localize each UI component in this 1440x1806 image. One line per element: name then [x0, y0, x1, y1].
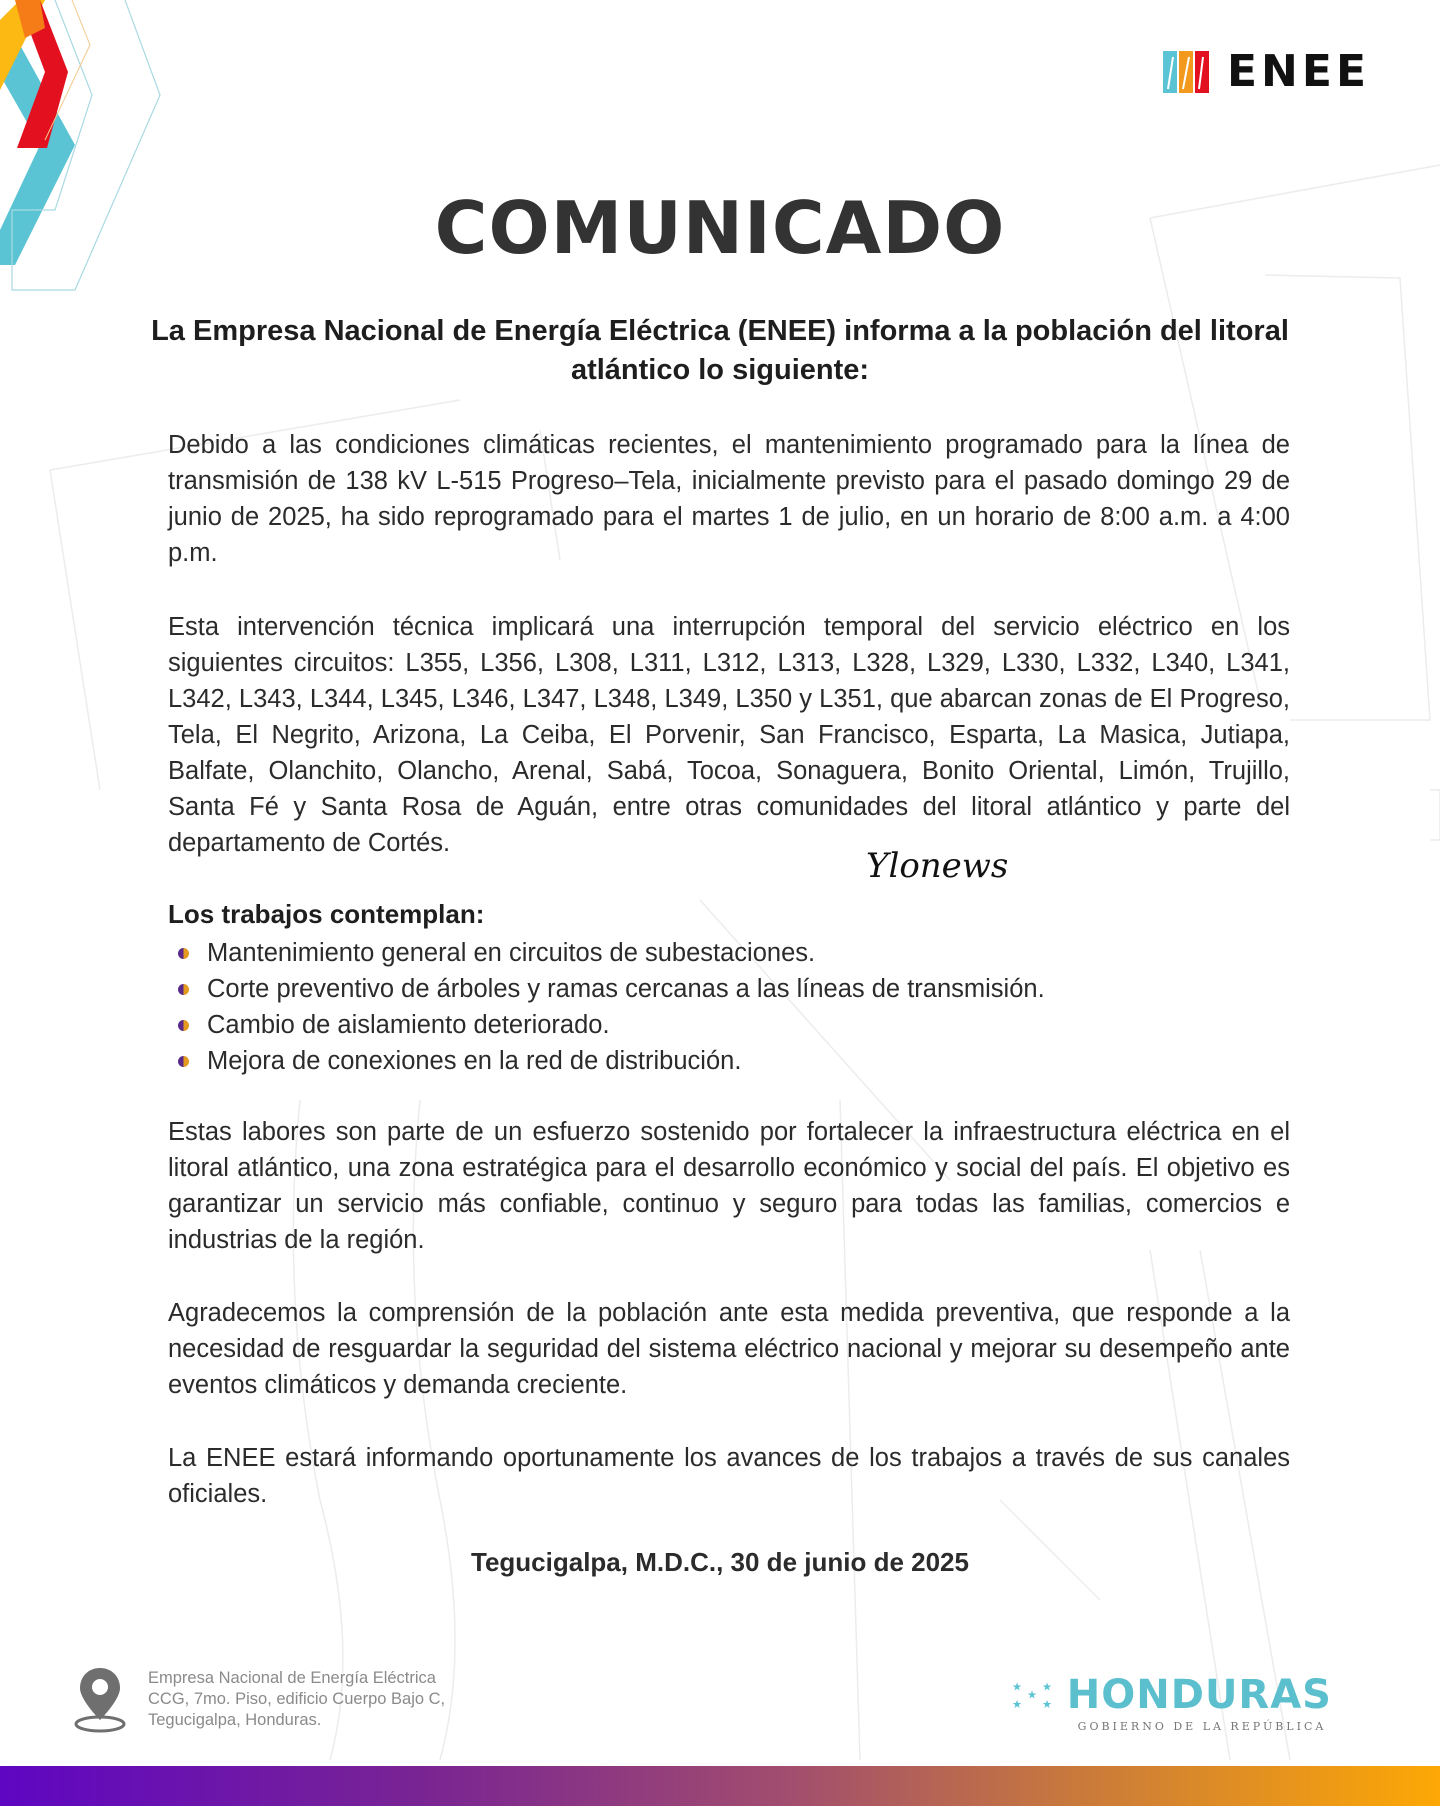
works-list-item [178, 935, 1045, 971]
five-stars-icon [1012, 1678, 1059, 1712]
paragraph-purpose: Estas labores son parte de un esfuerzo sostenido por fortalecer la infraestructura eléctrica en el litoral atlántico, una zona estratégica para el desarrollo económico y social del país. El objetivo es garantizar un servicio más confiable, continuo y seguro para todas las familias, comercios e industrias de la región. [168, 1118, 1290, 1254]
address-line: Empresa Nacional de Energía Eléctrica [148, 1668, 436, 1687]
works-list-item [178, 971, 1045, 1007]
works-list [178, 935, 1045, 1079]
intro-statement: La Empresa Nacional de Energía Eléctrica (ENEE) informa a la población del litoral atlántico lo siguiente: [151, 315, 1289, 386]
works-item-text: Mantenimiento general en circuitos de subestaciones. [207, 939, 816, 967]
page-title: COMUNICADO [434, 186, 1006, 270]
bullet-icon [178, 984, 189, 995]
ylonews-watermark: Ylonews [866, 846, 1009, 886]
svg-text:★: ★ [1012, 1680, 1023, 1694]
paragraph-thanks: Agradecemos la comprensión de la población ante esta medida preventiva, que responde a la necesidad de resguardar la seguridad del sistema eléctrico nacional y mejorar su desempeño ante eventos climáticos y demanda creciente. [168, 1299, 1290, 1399]
enee-logo [1163, 46, 1370, 97]
svg-text:★: ★ [1041, 1680, 1053, 1694]
paragraph-reschedule: Debido a las condiciones climáticas recientes, el mantenimiento programado para la línea de transmisión de 138 kV L-515 Progreso–Tela, inicialmente previsto para el pasado domingo 29 de junio de 2025, ha sido reprogramado para el martes 1 de julio, en un horario de 8:00 a.m. a 4:00 p.m. [168, 431, 1290, 567]
signoff-date-place: Tegucigalpa, M.D.C., 30 de junio de 2025 [471, 1547, 969, 1577]
works-item-text: Cambio de aislamiento deteriorado. [207, 1011, 610, 1039]
works-list-item [178, 1007, 1045, 1043]
government-subtitle: GOBIERNO DE LA REPÚBLICA [1077, 1720, 1327, 1733]
paragraph-updates: La ENEE estará informando oportunamente los avances de los trabajos a través de sus canales oficiales. [168, 1444, 1290, 1508]
bullet-icon [178, 1020, 189, 1031]
enee-logo-text: ENEE [1227, 46, 1370, 97]
location-pin-icon [72, 1664, 128, 1734]
address-line: Tegucigalpa, Honduras. [148, 1710, 322, 1729]
works-heading: Los trabajos contemplan: [168, 899, 485, 929]
svg-text:★: ★ [1012, 1698, 1023, 1712]
brand-gradient-bar [0, 1766, 1440, 1806]
bullet-icon [178, 1056, 189, 1067]
works-item-text: Mejora de conexiones en la red de distribución. [207, 1047, 742, 1075]
honduras-government-logo [1012, 1672, 1332, 1733]
bullet-icon [178, 948, 189, 959]
works-list-item [178, 1043, 1045, 1079]
footer-address [72, 1664, 445, 1734]
enee-logo-mark-icon [1163, 49, 1209, 95]
honduras-wordmark: HONDURAS [1066, 1672, 1332, 1718]
svg-text:★: ★ [1026, 1688, 1038, 1702]
address-line: CCG, 7mo. Piso, edificio Cuerpo Bajo C, [148, 1689, 446, 1708]
works-item-text: Corte preventivo de árboles y ramas cercanas a las líneas de transmisión. [207, 975, 1045, 1003]
paragraph-circuits: Esta intervención técnica implicará una interrupción temporal del servicio eléctrico en los siguientes circuitos: L355, L356, L308, L311, L312, L313, L328, L329, L330, L332, L340, L341, L342, L343, L344, L345, L346, L347, L348, L349, L350 y L351, que abarcan zonas de El Progreso, Tela, El Negrito, Arizona, La Ceiba, El Porvenir, San Francisco, Esparta, La Masica, Jutiapa, Balfate, Olanchito, Olancho, Arenal, Sabá, Tocoa, Sonaguera, Bonito Oriental, Limón, Trujillo, Santa Fé y Santa Rosa de Aguán, entre otras comunidades del litoral atlántico y parte del departamento de Cortés. [168, 613, 1290, 857]
svg-text:★: ★ [1041, 1698, 1053, 1712]
